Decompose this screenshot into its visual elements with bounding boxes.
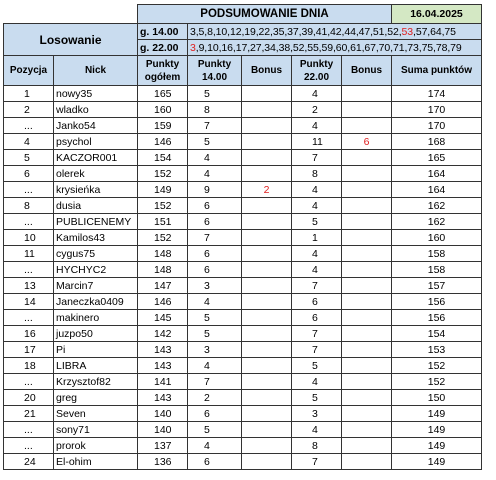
cell-position: ... [4,422,54,438]
cell-bonus-2200 [342,198,392,214]
cell-bonus-2200 [342,278,392,294]
cell-points-1400: 7 [188,230,242,246]
cell-total-points: 148 [138,246,188,262]
cell-nick: HYCHYC2 [54,262,138,278]
cell-nick: Janeczka0409 [54,294,138,310]
cell-points-1400: 5 [188,422,242,438]
cell-total-points: 140 [138,422,188,438]
cell-total-points: 137 [138,438,188,454]
table-row [4,166,482,182]
highlight-number: 53 [401,25,414,38]
cell-total-points: 136 [138,454,188,470]
cell-points-2200: 4 [292,262,342,278]
cell-bonus-2200 [342,454,392,470]
cell-points-2200: 11 [292,134,342,150]
cell-sum: 154 [392,326,482,342]
cell-points-2200: 3 [292,406,342,422]
cell-bonus-1400 [242,102,292,118]
cell-sum: 153 [392,342,482,358]
cell-points-2200: 4 [292,182,342,198]
table-row [4,406,482,422]
cell-nick: greg [54,390,138,406]
cell-points-1400: 7 [188,374,242,390]
cell-nick: wladko [54,102,138,118]
cell-sum: 162 [392,198,482,214]
cell-total-points: 147 [138,278,188,294]
cell-position: 6 [4,166,54,182]
cell-bonus-1400 [242,246,292,262]
cell-sum: 165 [392,150,482,166]
cell-position: 24 [4,454,54,470]
cell-bonus-2200 [342,246,392,262]
cell-total-points: 159 [138,118,188,134]
cell-total-points: 165 [138,86,188,102]
cell-nick: Krzysztof82 [54,374,138,390]
table-row [4,326,482,342]
highlight-number: 3 [190,41,196,54]
cell-sum: 158 [392,246,482,262]
cell-bonus-1400 [242,310,292,326]
summary-table [3,4,482,470]
col-header-bonus-2200: Bonus [342,56,392,86]
cell-bonus-2200 [342,358,392,374]
draw-numbers-1400: 3,5,8,10,12,19,22,35,37,39,41,42,44,47,51,52,53,57,64,75 [188,24,482,40]
draw-time-2200: g. 22.00 [138,40,188,56]
cell-nick: sony71 [54,422,138,438]
cell-nick: cygus75 [54,246,138,262]
cell-nick: Kamilos43 [54,230,138,246]
cell-position: 13 [4,278,54,294]
cell-bonus-2200 [342,342,392,358]
blank-corner [4,5,138,24]
cell-bonus-1400 [242,374,292,390]
cell-points-2200: 5 [292,358,342,374]
table-row [4,102,482,118]
table-row [4,438,482,454]
cell-points-2200: 4 [292,198,342,214]
cell-total-points: 152 [138,198,188,214]
cell-bonus-2200 [342,230,392,246]
cell-bonus-1400 [242,358,292,374]
col-header-points-2200: Punkty 22.00 [292,56,342,86]
cell-bonus-1400 [242,262,292,278]
cell-points-1400: 6 [188,198,242,214]
table-row [4,182,482,198]
cell-total-points: 148 [138,262,188,278]
cell-bonus-2200 [342,374,392,390]
cell-bonus-2200 [342,262,392,278]
cell-total-points: 145 [138,310,188,326]
cell-bonus-2200 [342,438,392,454]
table-row [4,358,482,374]
table-row [4,230,482,246]
cell-position: 2 [4,102,54,118]
cell-position: 1 [4,86,54,102]
cell-points-1400: 2 [188,390,242,406]
cell-bonus-1400 [242,214,292,230]
cell-points-1400: 6 [188,246,242,262]
cell-total-points: 152 [138,230,188,246]
table-row [4,294,482,310]
cell-sum: 174 [392,86,482,102]
cell-bonus-1400 [242,198,292,214]
cell-sum: 162 [392,214,482,230]
cell-position: 10 [4,230,54,246]
cell-bonus-2200 [342,182,392,198]
cell-sum: 160 [392,230,482,246]
col-header-sum: Suma punktów [392,56,482,86]
cell-nick: psychol [54,134,138,150]
cell-points-1400: 5 [188,134,242,150]
cell-bonus-2200 [342,294,392,310]
page-title: PODSUMOWANIE DNIA [138,5,392,24]
cell-points-1400: 4 [188,294,242,310]
cell-bonus-1400 [242,278,292,294]
cell-points-2200: 7 [292,150,342,166]
cell-points-2200: 8 [292,166,342,182]
cell-sum: 156 [392,294,482,310]
cell-points-2200: 1 [292,230,342,246]
cell-bonus-1400 [242,118,292,134]
cell-points-1400: 6 [188,214,242,230]
cell-position: ... [4,182,54,198]
cell-points-1400: 5 [188,326,242,342]
cell-points-2200: 4 [292,246,342,262]
cell-bonus-2200 [342,150,392,166]
cell-points-2200: 7 [292,326,342,342]
cell-bonus-2200 [342,86,392,102]
cell-points-2200: 4 [292,118,342,134]
cell-nick: prorok [54,438,138,454]
draw-label: Losowanie [4,24,138,56]
table-row [4,246,482,262]
cell-sum: 168 [392,134,482,150]
cell-bonus-2200 [342,310,392,326]
table-row [4,86,482,102]
cell-nick: Marcin7 [54,278,138,294]
cell-bonus-1400 [242,454,292,470]
col-header-position: Pozycja [4,56,54,86]
cell-bonus-1400 [242,230,292,246]
table-row [4,278,482,294]
cell-total-points: 141 [138,374,188,390]
cell-sum: 149 [392,406,482,422]
cell-sum: 164 [392,182,482,198]
cell-total-points: 152 [138,166,188,182]
cell-points-1400: 5 [188,86,242,102]
cell-bonus-2200 [342,422,392,438]
cell-nick: Pi [54,342,138,358]
cell-bonus-2200: 6 [342,134,392,150]
cell-total-points: 142 [138,326,188,342]
cell-position: ... [4,118,54,134]
cell-total-points: 160 [138,102,188,118]
cell-points-2200: 8 [292,438,342,454]
cell-points-1400: 3 [188,278,242,294]
cell-nick: juzpo50 [54,326,138,342]
cell-nick: krysieńka [54,182,138,198]
cell-points-2200: 6 [292,294,342,310]
cell-nick: El-ohim [54,454,138,470]
cell-bonus-1400 [242,342,292,358]
cell-position: 21 [4,406,54,422]
cell-bonus-1400 [242,326,292,342]
table-row [4,198,482,214]
cell-position: 4 [4,134,54,150]
draw-time-1400: g. 14.00 [138,24,188,40]
cell-total-points: 149 [138,182,188,198]
cell-bonus-2200 [342,406,392,422]
cell-nick: makinero [54,310,138,326]
cell-bonus-2200 [342,166,392,182]
cell-points-2200: 4 [292,374,342,390]
table-row [4,374,482,390]
cell-sum: 164 [392,166,482,182]
cell-total-points: 154 [138,150,188,166]
table-row [4,150,482,166]
cell-nick: Janko54 [54,118,138,134]
table-row [4,134,482,150]
cell-points-2200: 7 [292,342,342,358]
cell-nick: KACZOR001 [54,150,138,166]
cell-nick: olerek [54,166,138,182]
cell-bonus-1400 [242,294,292,310]
table-row [4,454,482,470]
cell-sum: 157 [392,278,482,294]
cell-position: ... [4,310,54,326]
cell-position: ... [4,262,54,278]
cell-sum: 156 [392,310,482,326]
cell-bonus-1400 [242,406,292,422]
cell-total-points: 143 [138,342,188,358]
cell-position: ... [4,214,54,230]
cell-points-2200: 5 [292,214,342,230]
cell-points-1400: 4 [188,166,242,182]
cell-sum: 152 [392,358,482,374]
cell-sum: 149 [392,454,482,470]
cell-points-2200: 4 [292,86,342,102]
cell-sum: 158 [392,262,482,278]
cell-points-2200: 2 [292,102,342,118]
summary-date: 16.04.2025 [392,5,482,24]
col-header-nick: Nick [54,56,138,86]
col-header-total-points: Punkty ogółem [138,56,188,86]
cell-nick: PUBLICENEMY [54,214,138,230]
cell-nick: LIBRA [54,358,138,374]
cell-bonus-2200 [342,390,392,406]
cell-nick: dusia [54,198,138,214]
cell-points-1400: 4 [188,150,242,166]
cell-points-1400: 6 [188,262,242,278]
table-row [4,262,482,278]
cell-bonus-1400 [242,86,292,102]
cell-sum: 149 [392,422,482,438]
cell-position: 18 [4,358,54,374]
cell-points-1400: 6 [188,406,242,422]
cell-position: 5 [4,150,54,166]
table-row [4,422,482,438]
cell-points-2200: 4 [292,422,342,438]
cell-points-1400: 4 [188,438,242,454]
cell-position: 16 [4,326,54,342]
cell-bonus-2200 [342,118,392,134]
col-header-points-1400: Punkty 14.00 [188,56,242,86]
cell-points-1400: 3 [188,342,242,358]
cell-bonus-1400 [242,390,292,406]
table-row [4,214,482,230]
cell-position: 8 [4,198,54,214]
cell-points-2200: 6 [292,310,342,326]
cell-points-2200: 7 [292,454,342,470]
cell-points-2200: 5 [292,390,342,406]
cell-bonus-1400 [242,438,292,454]
table-row [4,390,482,406]
cell-total-points: 146 [138,134,188,150]
cell-points-1400: 5 [188,310,242,326]
cell-bonus-1400: 2 [242,182,292,198]
draw-numbers-2200: 3,9,10,16,17,27,34,38,52,55,59,60,61,67,70,71,73,75,78,79 [188,40,482,56]
cell-points-1400: 4 [188,358,242,374]
cell-nick: nowy35 [54,86,138,102]
cell-bonus-2200 [342,326,392,342]
cell-position: 17 [4,342,54,358]
cell-position: 11 [4,246,54,262]
col-header-bonus-1400: Bonus [242,56,292,86]
cell-points-1400: 6 [188,454,242,470]
cell-points-1400: 7 [188,118,242,134]
cell-total-points: 146 [138,294,188,310]
cell-sum: 149 [392,438,482,454]
cell-nick: Seven [54,406,138,422]
cell-bonus-2200 [342,214,392,230]
cell-sum: 152 [392,374,482,390]
cell-sum: 170 [392,102,482,118]
cell-bonus-1400 [242,422,292,438]
cell-position: ... [4,438,54,454]
cell-sum: 150 [392,390,482,406]
table-row [4,342,482,358]
cell-position: ... [4,374,54,390]
cell-bonus-2200 [342,102,392,118]
table-row [4,118,482,134]
cell-total-points: 143 [138,358,188,374]
cell-points-2200: 7 [292,278,342,294]
cell-sum: 170 [392,118,482,134]
cell-position: 20 [4,390,54,406]
cell-points-1400: 9 [188,182,242,198]
cell-position: 14 [4,294,54,310]
cell-bonus-1400 [242,150,292,166]
cell-points-1400: 8 [188,102,242,118]
table-row [4,310,482,326]
cell-bonus-1400 [242,166,292,182]
cell-total-points: 140 [138,406,188,422]
cell-bonus-1400 [242,134,292,150]
cell-total-points: 143 [138,390,188,406]
cell-total-points: 151 [138,214,188,230]
